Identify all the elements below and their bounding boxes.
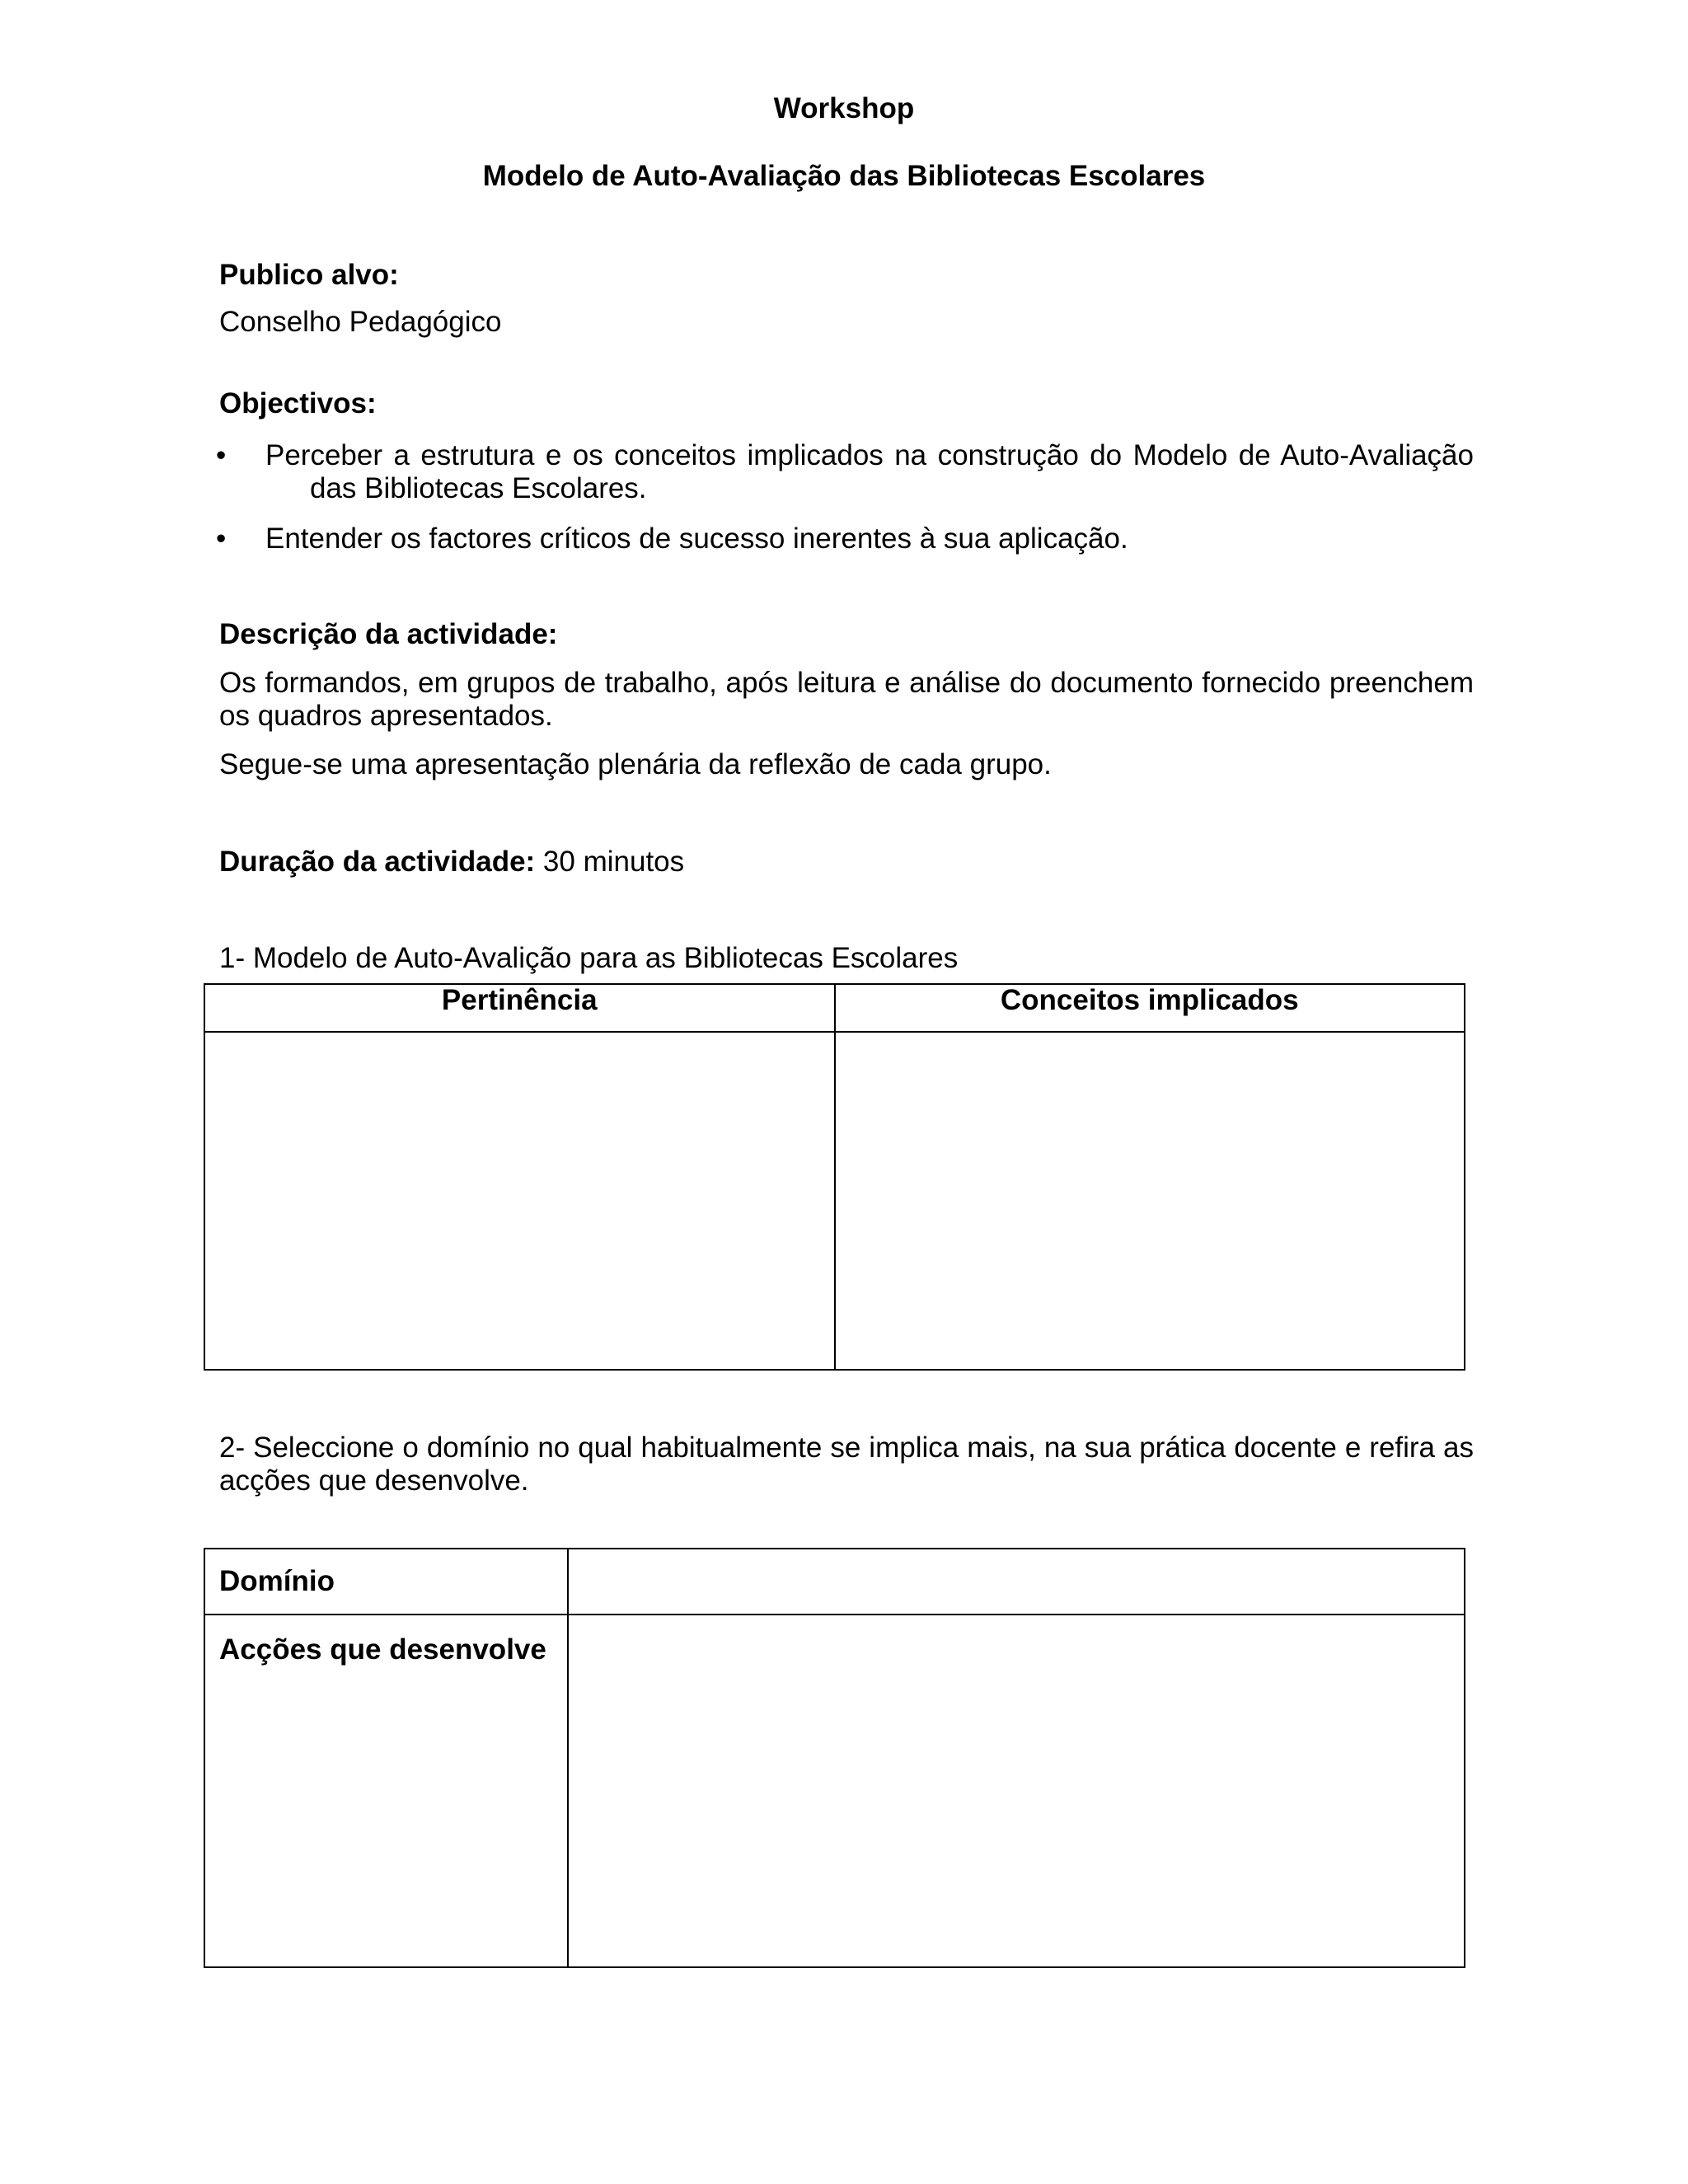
bullet-icon: • bbox=[216, 523, 227, 555]
duracao-line bbox=[219, 846, 1474, 879]
duracao-label: Duração da actividade: bbox=[219, 846, 536, 878]
conceitos-cell[interactable] bbox=[835, 1032, 1465, 1370]
descricao-paragraph2: Segue-se uma apresentação plenária da reflexão de cada grupo. bbox=[219, 748, 1052, 780]
document-title: Workshop bbox=[773, 92, 915, 124]
section1-heading: 1- Modelo de Auto-Avalição para as Bibliotecas Escolares bbox=[219, 942, 959, 974]
accoes-input-cell[interactable] bbox=[568, 1615, 1465, 1967]
dominio-label-cell: Domínio bbox=[204, 1549, 568, 1615]
bullet-icon: • bbox=[216, 439, 227, 471]
descricao-paragraph1-line1: Os formandos, em grupos de trabalho, após leitura e análise do documento fornecido preenchem bbox=[219, 667, 1474, 699]
dominio-accoes-table bbox=[204, 1548, 1465, 1968]
publico-label: Publico alvo: bbox=[219, 259, 399, 291]
descricao-label: Descrição da actividade: bbox=[219, 618, 558, 650]
duracao-value: 30 minutos bbox=[535, 846, 685, 878]
publico-value: Conselho Pedagógico bbox=[219, 306, 502, 338]
dominio-input-cell[interactable] bbox=[568, 1549, 1465, 1615]
section2-instruction-line2: acções que desenvolve. bbox=[219, 1465, 529, 1497]
descricao-paragraph1-line2: os quadros apresentados. bbox=[219, 700, 553, 732]
objectivo-text-line1: Entender os factores críticos de sucesso inerentes à sua aplicação. bbox=[265, 523, 1128, 555]
section2-instruction-line1: 2- Seleccione o domínio no qual habitualmente se implica mais, na sua prática docente e refira as bbox=[219, 1432, 1474, 1464]
objectivos-label: Objectivos: bbox=[219, 387, 377, 419]
objectivo-text-line1: Perceber a estrutura e os conceitos implicados na construção do Modelo de Auto-Avaliação bbox=[265, 439, 1474, 471]
pertinencia-conceitos-table bbox=[204, 983, 1465, 1371]
document-subtitle: Modelo de Auto-Avaliação das Bibliotecas Escolares bbox=[482, 160, 1206, 192]
pertinencia-cell[interactable] bbox=[204, 1032, 835, 1370]
accoes-label-cell: Acções que desenvolve bbox=[204, 1615, 568, 1967]
objectivo-text-line2: das Bibliotecas Escolares. bbox=[310, 472, 647, 504]
column-header-pertinencia: Pertinência bbox=[204, 984, 835, 1032]
column-header-conceitos: Conceitos implicados bbox=[835, 984, 1465, 1032]
